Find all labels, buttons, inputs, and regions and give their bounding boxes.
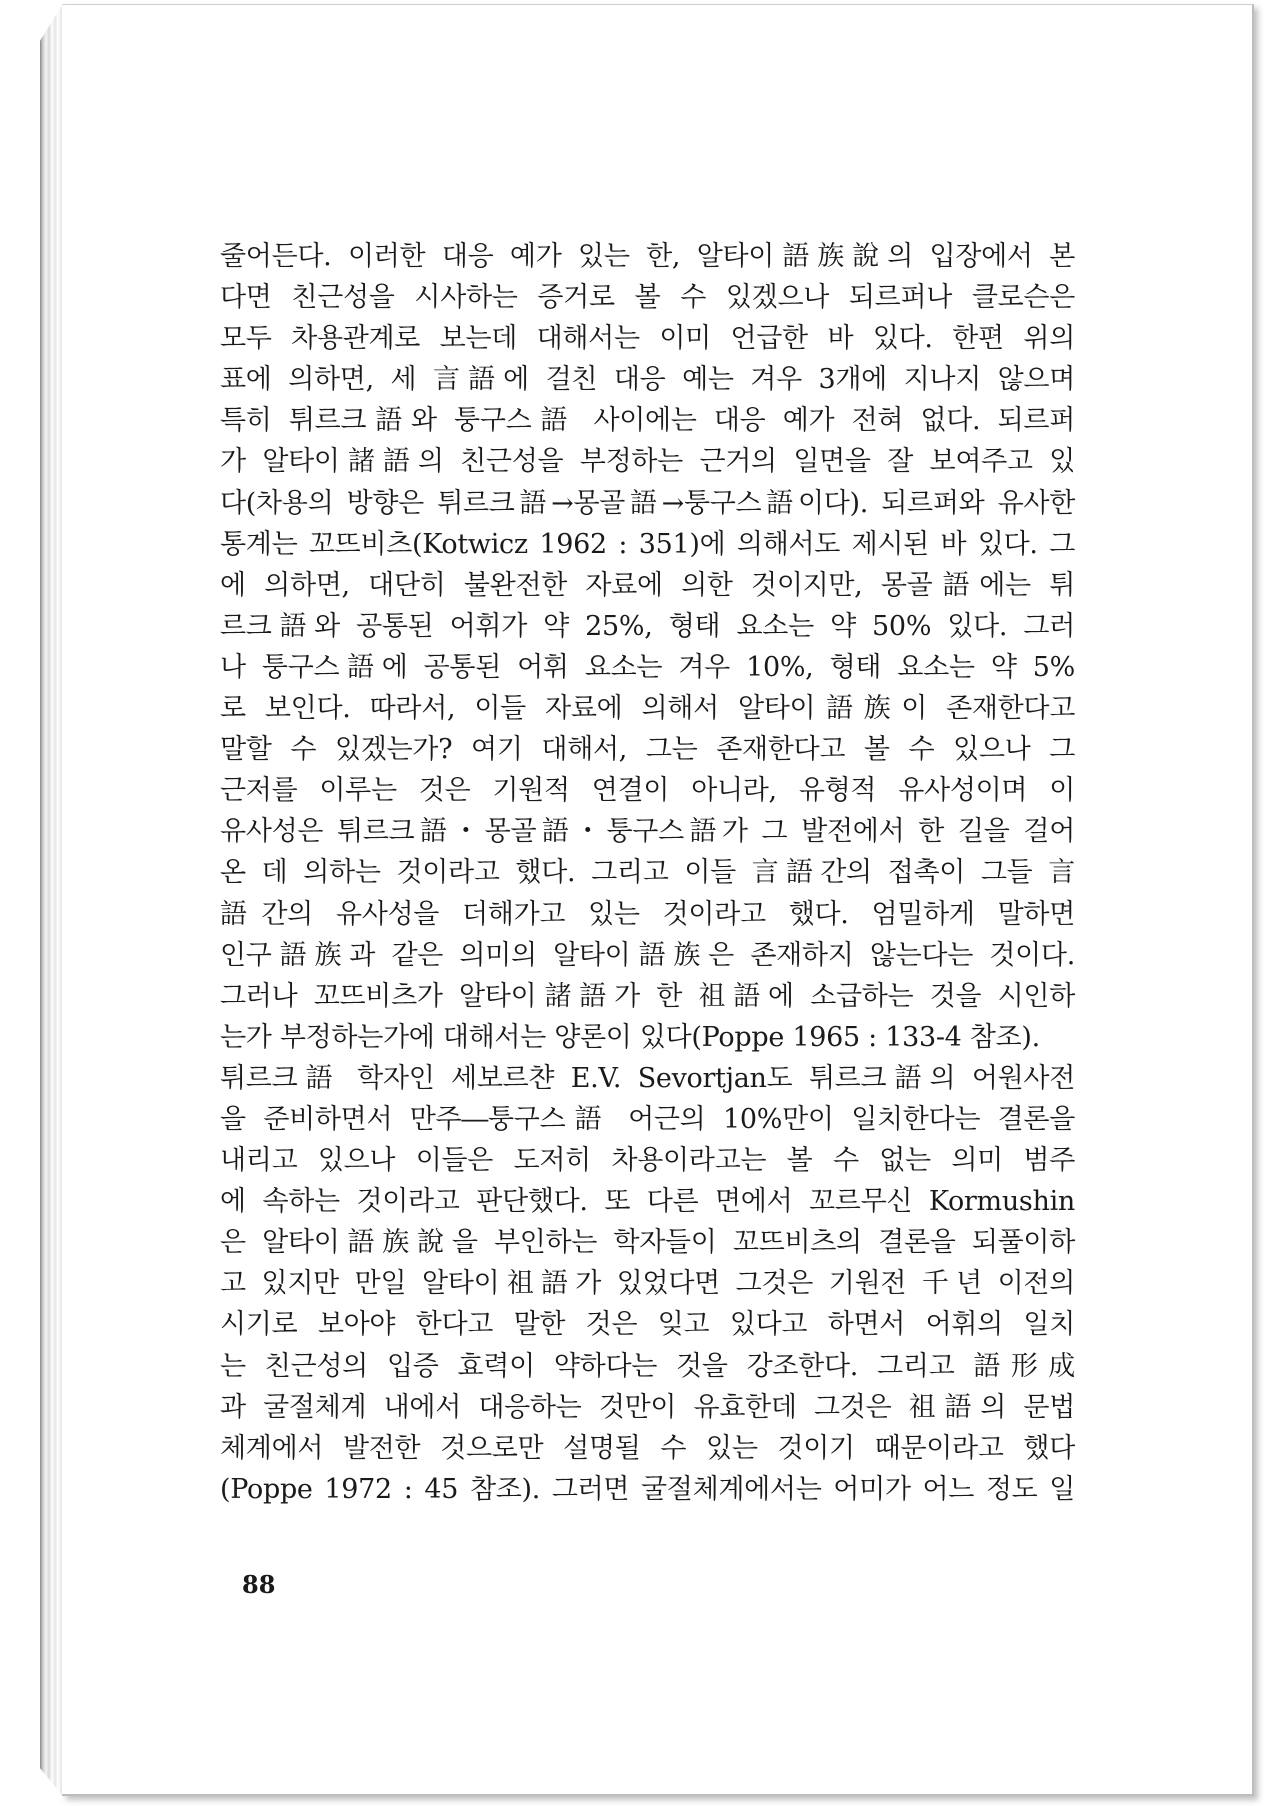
text-line: 에 의하면, 대단히 불완전한 자료에 의한 것이지만, 몽골語에는 튀 <box>220 569 1075 601</box>
text-line: 모두 차용관계로 보는데 대해서는 이미 언급한 바 있다. 한편 위의 <box>220 323 1075 355</box>
text-line: 과 굴절체계 내에서 대응하는 것만이 유효한데 그것은 祖語의 문법 <box>220 1391 1075 1423</box>
text-line: 표에 의하면, 세 言語에 걸친 대응 예는 겨우 3개에 지나지 않으며 <box>220 364 1075 396</box>
text-line: 내리고 있으나 이들은 도저히 차용이라고는 볼 수 없는 의미 범주 <box>220 1145 1075 1177</box>
text-line: 유사성은 튀르크語・몽골語・퉁구스語가 그 발전에서 한 길을 걸어 <box>220 816 1075 848</box>
text-line: 을 준비하면서 만주―퉁구스語 어근의 10%만이 일치한다는 결론을 <box>220 1103 1075 1135</box>
text-line: 튀르크語 학자인 세보르챤 E.V. Sevortjan도 튀르크語의 어원사전 <box>220 1062 1075 1094</box>
text-line: 르크語와 공통된 어휘가 약 25%, 형태 요소는 약 50% 있다. 그러 <box>220 610 1075 642</box>
text-line: 말할 수 있겠는가? 여기 대해서, 그는 존재한다고 볼 수 있으나 그 <box>220 734 1075 766</box>
text-line: 은 알타이語族說을 부인하는 학자들이 꼬뜨비츠의 결론을 되풀이하 <box>220 1227 1075 1259</box>
text-line: 다면 친근성을 시사하는 증거로 볼 수 있겠으나 되르퍼나 클로슨은 <box>220 282 1075 314</box>
text-line: 語간의 유사성을 더해가고 있는 것이라고 했다. 엄밀하게 말하면 <box>220 898 1075 930</box>
text-line: (Poppe 1972 : 45 참조). 그러면 굴절체계에서는 어미가 어느 정도 일 <box>220 1473 1075 1505</box>
text-line: 줄어든다. 이러한 대응 예가 있는 한, 알타이語族說의 입장에서 본 <box>220 241 1075 272</box>
text-line: 통계는 꼬뜨비츠(Kotwicz 1962 : 351)에 의해서도 제시된 바 있다. 그 <box>220 528 1075 560</box>
paragraph-end-line: 는가 부정하는가에 대해서는 양론이 있다(Poppe 1965 : 133-4 참조). <box>220 1021 1040 1053</box>
page-number: 88 <box>242 1570 276 1599</box>
text-line: 체계에서 발전한 것으로만 설명될 수 있는 것이기 때문이라고 했다 <box>220 1432 1075 1464</box>
text-line: 에 속하는 것이라고 판단했다. 또 다른 면에서 꼬르무신 Kormushin <box>220 1186 1075 1218</box>
text-line: 로 보인다. 따라서, 이들 자료에 의해서 알타이語族이 존재한다고 <box>220 693 1075 725</box>
text-line: 는 친근성의 입증 효력이 약하다는 것을 강조한다. 그리고 語形成 <box>220 1350 1075 1382</box>
text-line: 다(차용의 방향은 튀르크語→몽골語→퉁구스語이다). 되르퍼와 유사한 <box>220 487 1075 519</box>
text-line: 나 퉁구스語에 공통된 어휘 요소는 겨우 10%, 형태 요소는 약 5% <box>220 651 1075 683</box>
text-line: 근저를 이루는 것은 기원적 연결이 아니라, 유형적 유사성이며 이 <box>220 775 1075 807</box>
text-line: 시기로 보아야 한다고 말한 것은 잊고 있다고 하면서 어휘의 일치 <box>220 1309 1075 1341</box>
text-line: 고 있지만 만일 알타이祖語가 있었다면 그것은 기원전 千년 이전의 <box>220 1268 1075 1300</box>
text-line: 특히 튀르크語와 퉁구스語 사이에는 대응 예가 전혀 없다. 되르퍼 <box>220 405 1075 437</box>
page-stack-edge <box>40 5 62 1795</box>
body-text <box>220 236 1075 1510</box>
text-line: 온 데 의하는 것이라고 했다. 그리고 이들 言語간의 접촉이 그들 言 <box>220 857 1075 889</box>
text-line: 인구語族과 같은 의미의 알타이語族은 존재하지 않는다는 것이다. <box>220 939 1075 971</box>
text-line: 가 알타이諸語의 친근성을 부정하는 근거의 일면을 잘 보여주고 있 <box>220 446 1075 478</box>
text-line: 그러나 꼬뜨비츠가 알타이諸語가 한 祖語에 소급하는 것을 시인하 <box>220 980 1075 1012</box>
